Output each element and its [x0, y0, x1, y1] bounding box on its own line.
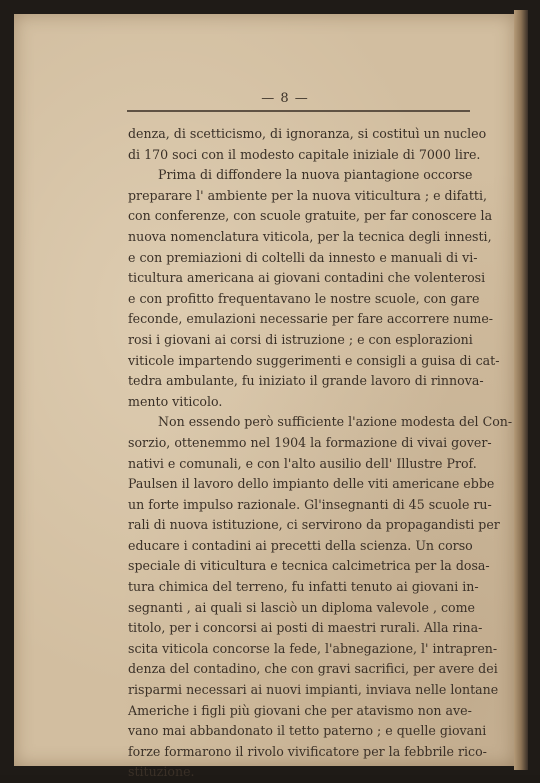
text-line: preparare l' ambiente per la nuova viticultura ; e difatti, — [128, 187, 487, 203]
page-number: — 8 — — [261, 91, 309, 106]
text-line: nuova nomenclatura viticola, per la tecnica degli innesti, — [128, 228, 492, 244]
text-line: rosi i giovani ai corsi di istruzione ; e con esplorazioni — [128, 331, 473, 347]
text-line: forze formarono il rivolo vivificatore per la febbrile rico- — [128, 743, 487, 759]
text-line: denza del contadino, che con gravi sacrifici, per avere dei — [128, 661, 498, 677]
paragraph-3 — [128, 412, 513, 783]
text-line: rali di nuova istituzione, ci servirono da propagandisti per — [128, 517, 500, 533]
text-line: stituzione. — [128, 764, 195, 780]
text-line: tura chimica del terreno, fu infatti tenuto ai giovani in- — [128, 579, 479, 595]
text-line: viticole impartendo suggerimenti e consigli a guisa di cat- — [128, 352, 500, 368]
text-line: mento viticolo. — [128, 393, 223, 409]
text-line: ticultura americana ai giovani contadini che volenterosi — [128, 270, 486, 286]
page-edge — [514, 10, 528, 770]
text-line: Paulsen il lavoro dello impianto delle viti americane ebbe — [128, 476, 495, 492]
text-line: nativi e comunali, e con l'alto ausilio dell' Illustre Prof. — [128, 455, 477, 471]
body-text — [128, 124, 513, 783]
text-line: con conferenze, con scuole gratuite, per far conoscere la — [128, 208, 493, 224]
text-line: feconde, emulazioni necessarie per fare accorrere nume- — [128, 311, 494, 327]
text-line: risparmi necessari ai nuovi impianti, inviava nelle lontane — [128, 682, 499, 698]
text-line: Americhe i figli più giovani che per atavismo non ave- — [128, 702, 472, 718]
text-line: denza, di scetticismo, di ignoranza, si costituì un nucleo — [128, 126, 487, 141]
text-line: Prima di diffondere la nuova piantagione occorse — [158, 167, 473, 183]
text-line: di 170 soci con il modesto capitale iniziale di 7000 lire. — [128, 146, 481, 162]
text-line: speciale di viticultura e tecnica calcimetrica per la dosa- — [128, 558, 490, 574]
paragraph-2 — [128, 165, 500, 412]
text-line: vano mai abbandonato il tetto paterno ; e quelle giovani — [128, 723, 487, 739]
text-line: educare i contadini ai precetti della scienza. Un corso — [128, 537, 473, 553]
text-line: un forte impulso razionale. Gl'insegnanti di 45 scuole ru- — [128, 496, 492, 512]
text-line: titolo, per i concorsi ai posti di maestri rurali. Alla rina- — [128, 620, 483, 636]
text-line: scita viticola concorse la fede, l'abnegazione, l' intrapren- — [128, 640, 498, 656]
text-line: tedra ambulante, fu iniziato il grande lavoro di rinnova- — [128, 373, 484, 389]
text-line: Non essendo però sufficiente l'azione modesta del Con- — [158, 414, 513, 430]
text-line: segnanti , ai quali si lasciò un diploma valevole , come — [128, 599, 476, 615]
text-line: e con profitto frequentavano le nostre scuole, con gare — [128, 290, 480, 306]
header-rule — [127, 110, 470, 112]
text-line: e con premiazioni di coltelli da innesto e manuali di vi- — [128, 249, 478, 265]
text-line: sorzio, ottenemmo nel 1904 la formazione di vivai gover- — [128, 434, 492, 450]
paragraph-1 — [128, 124, 487, 165]
